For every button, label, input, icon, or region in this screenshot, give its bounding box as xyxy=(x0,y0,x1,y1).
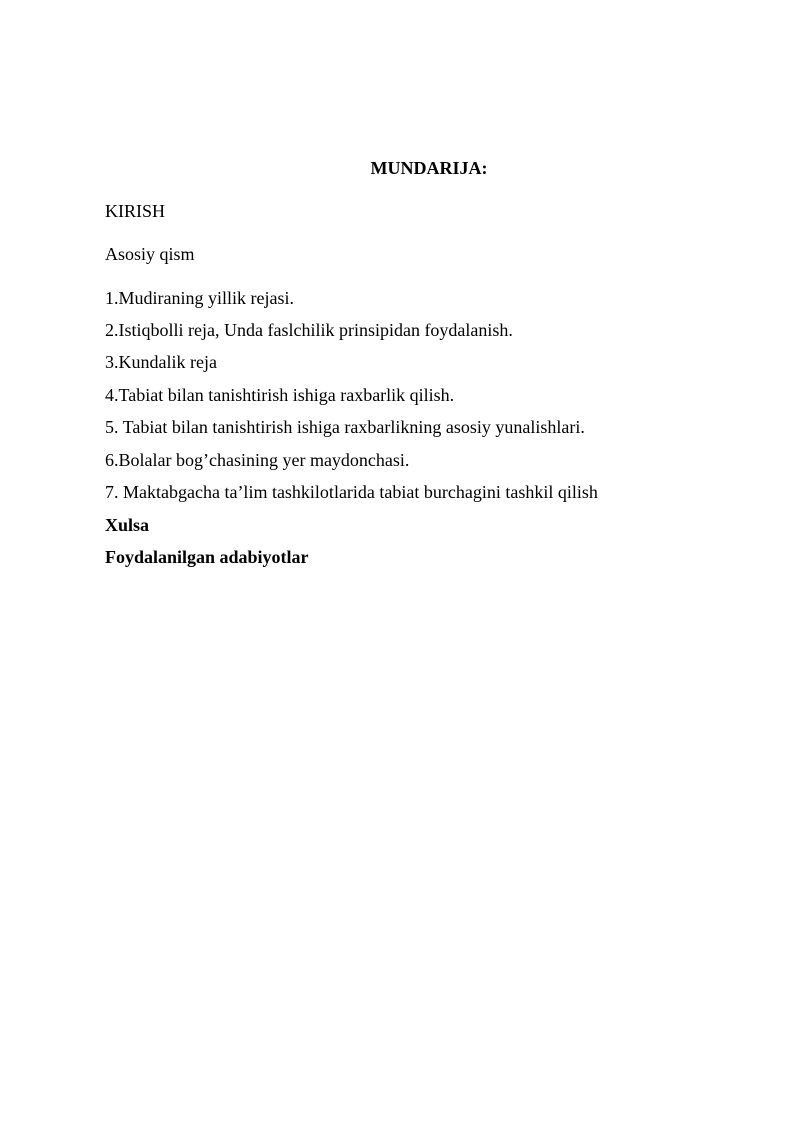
toc-item: 7. Maktabgacha ta’lim tashkilotlarida tabiat burchagini tashkil qilish xyxy=(105,482,598,502)
toc-item: 3.Kundalik reja xyxy=(105,352,217,372)
toc-intro: KIRISH xyxy=(105,201,166,221)
toc-main-part: Asosiy qism xyxy=(105,244,195,264)
toc-item: 1.Mudiraning yillik rejasi. xyxy=(105,288,294,308)
toc-item: 6.Bolalar bog’chasining yer maydonchasi. xyxy=(105,450,410,470)
toc-item: 5. Tabiat bilan tanishtirish ishiga raxbarlikning asosiy yunalishlari. xyxy=(105,417,585,437)
page-title: MUNDARIJA: xyxy=(370,158,488,178)
toc-references: Foydalanilgan adabiyotlar xyxy=(105,547,309,567)
toc-item: 2.Istiqbolli reja, Unda faslchilik prinsipidan foydalanish. xyxy=(105,320,513,340)
toc-conclusion: Xulsa xyxy=(105,515,150,535)
toc-item: 4.Tabiat bilan tanishtirish ishiga raxbarlik qilish. xyxy=(105,385,455,405)
